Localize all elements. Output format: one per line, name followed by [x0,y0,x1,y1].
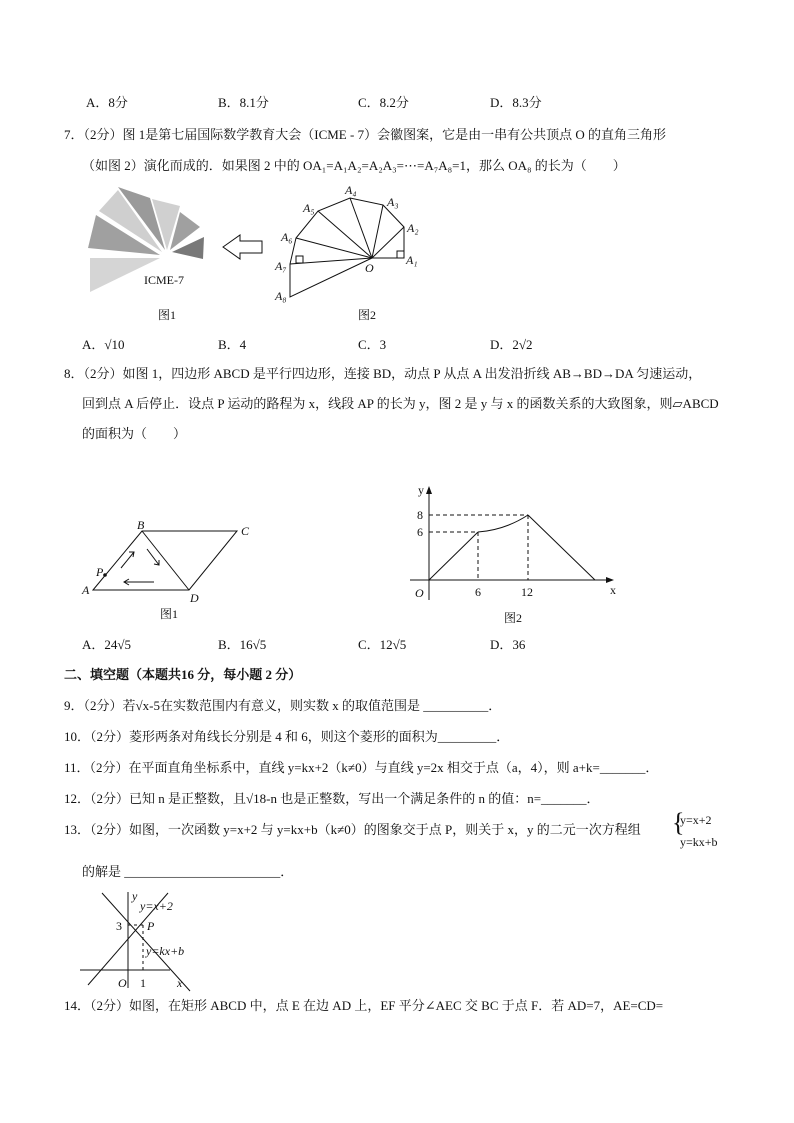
figure-label: 6 [475,585,481,599]
figure-label: y [418,483,424,497]
figure-label: x [610,583,616,597]
q12: 12．（2分）已知 n 是正整数，且√18-n 也是正整数，写出一个满足条件的 n 的值：n=_______． [64,791,600,806]
q10: 10．（2分）菱形两条对角线长分别是 4 和 6，则这个菱形的面积为_________． [64,729,510,744]
logo-text: ICME-7 [144,273,184,287]
figure-label: C [241,524,250,538]
figure-label: A₃ [387,195,399,209]
figure-label: 1 [140,976,146,990]
q6-option-c: C．8.2分 [358,95,409,110]
q6-option-b: B．8.1分 [218,95,269,110]
q7-option-d: D．2√2 [490,337,533,352]
q8-option-c: C．12√5 [358,637,407,652]
function-graph [410,490,610,600]
figure-label: A₂ [407,221,419,235]
q8-option-a: A．24√5 [82,637,132,652]
figure-label: P [96,565,104,579]
intersect-lines-graph [80,892,190,991]
q6-option-d: D．8.3分 [490,95,542,110]
figure-label: O [415,586,424,600]
q13-eq1: y=x+2 [680,813,712,827]
figure-label: 8 [417,508,423,522]
figure-label: B [137,518,145,532]
q8-line1: 8．（2分）如图 1，四边形 ABCD 是平行四边形，连接 BD，动点 P 从点 A 出发沿折线 AB→BD→DA 匀速运动， [64,366,702,381]
parallelogram-figure [93,531,237,590]
q7-option-a: A．√10 [82,337,125,352]
figure-label: A₇ [275,259,287,273]
figure-label: A₈ [275,289,287,303]
q14: 14．（2分）如图，在矩形 ABCD 中，点 E 在边 AD 上，EF 平分∠AEC 交 BC 于点 F．若 AD=7，AE=CD= [64,998,664,1013]
q13-line1: 13．（2分）如图，一次函数 y=x+2 与 y=kx+b（k≠0）的图象交于点 P，则关于 x，y 的二元一次方程组 [64,822,641,837]
figure-label: A₅ [303,201,315,215]
figure-label: A [82,583,90,597]
left-arrow-icon [223,235,262,259]
figure-label: y=x+2 [140,899,173,913]
figure-label: y [132,889,138,903]
q11: 11．（2分）在平面直角坐标系中，直线 y=kx+2（k≠0）与直线 y=2x 相交于点（a，4），则 a+k=_______． [64,760,659,775]
section-heading: 二、填空题（本题共16 分，每小题 2 分） [64,667,302,682]
figure-label: y=kx+b [146,944,185,958]
figure-label: A₆ [281,230,293,244]
figure-label: 图1 [160,607,179,621]
fig1-caption: 图1 [158,308,177,322]
figure-label: 12 [521,585,533,599]
figure-label: O [118,976,127,990]
q7-line1: 7．（2分）图 1是第七届国际数学教育大会（ICME - 7）会徽图案，它是由一串有公共顶点 O 的直角三角形 [64,127,666,142]
q7-option-b: B．4 [218,337,247,352]
q8-line3: 的面积为（ ） [82,426,187,441]
q9: 9．（2分）若√x-5在实数范围内有意义，则实数 x 的取值范围是 __________． [64,698,502,713]
figure-label: O [365,261,374,275]
q13-line2: 的解是 ________________________． [82,864,294,879]
figure-label: D [190,591,199,605]
figure-label: x [177,976,183,990]
q8-option-b: B．16√5 [218,637,267,652]
figure-label: A₁ [406,253,418,267]
q7-option-c: C．3 [358,337,387,352]
q8-option-d: D．36 [490,637,526,652]
fig2-caption: 图2 [358,308,377,322]
q7-line2: （如图 2）演化而成的．如果图 2 中的 OA₁=A₁A₂=A₂A₃=⋯=A₇A₈=1，那么 OA₈ 的长为（ ） [82,158,626,173]
q8-line2: 回到点 A 后停止．设点 P 运动的路程为 x，线段 AP 的长为 y，图 2 是 y 与 x 的函数关系的大致图象，则▱ABCD [82,396,719,411]
icme-logo [88,187,204,322]
figure-label: 图2 [504,611,523,625]
figure-label: A₄ [345,183,357,197]
figure-label: 3 [116,919,122,933]
figure-label: 6 [417,525,423,539]
q13-eq2: y=kx+b [680,835,718,849]
brace: { [672,808,685,837]
figure-label: P [147,919,155,933]
q6-option-a: A．8分 [86,95,128,110]
